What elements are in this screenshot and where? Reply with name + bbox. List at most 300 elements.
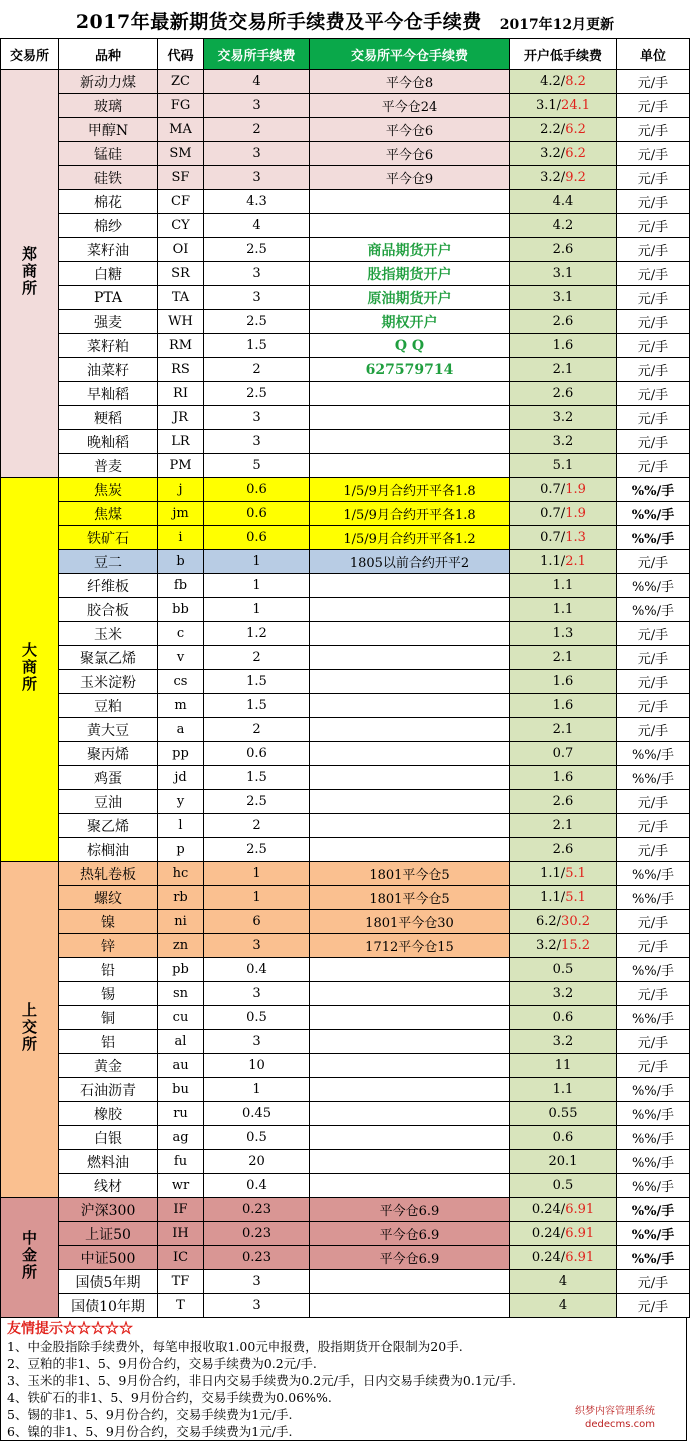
product-name: 锡 <box>59 982 158 1006</box>
close-today-fee <box>310 190 510 214</box>
exchange-fee: 10 <box>204 1054 310 1078</box>
product-code: pp <box>158 742 204 766</box>
table-row <box>1 1246 690 1270</box>
unit: %%/手 <box>617 502 690 526</box>
product-name: 豆粕 <box>59 694 158 718</box>
watermark-line2: dedecms.com <box>585 1419 655 1430</box>
low-fee-value: 2.2/ <box>540 122 566 137</box>
close-today-fee: 1/5/9月合约开平各1.2 <box>310 526 510 550</box>
table-row <box>1 958 690 982</box>
low-fee <box>510 1270 617 1294</box>
table-row <box>1 262 690 286</box>
exchange-fee: 0.23 <box>204 1222 310 1246</box>
low-fee-close-today: 1.9 <box>565 506 586 521</box>
product-code: i <box>158 526 204 550</box>
exchange-fee: 4.3 <box>204 190 310 214</box>
product-code: y <box>158 790 204 814</box>
exchange-label: 上交所 <box>20 1002 38 1053</box>
product-code: IH <box>158 1222 204 1246</box>
table-row <box>1 1270 690 1294</box>
exchange-fee: 2.5 <box>204 238 310 262</box>
table-row <box>1 574 690 598</box>
exchange-fee: 1 <box>204 574 310 598</box>
unit: 元/手 <box>617 430 690 454</box>
unit: %%/手 <box>617 1006 690 1030</box>
header-exchange: 交易所 <box>1 39 59 70</box>
product-code: bu <box>158 1078 204 1102</box>
product-name: 粳稻 <box>59 406 158 430</box>
header-close-today-fee: 交易所平今仓手续费 <box>310 39 510 70</box>
exchange-name <box>1 70 59 478</box>
close-today-fee: 平今仓6 <box>310 142 510 166</box>
product-code: fb <box>158 574 204 598</box>
table-row <box>1 598 690 622</box>
product-code: ZC <box>158 70 204 94</box>
exchange-fee: 3 <box>204 166 310 190</box>
exchange-fee: 4 <box>204 214 310 238</box>
table-row <box>1 94 690 118</box>
product-name: 玉米 <box>59 622 158 646</box>
product-code: TA <box>158 286 204 310</box>
product-name: 棉花 <box>59 190 158 214</box>
table-row <box>1 358 690 382</box>
exchange-fee: 4 <box>204 70 310 94</box>
unit: %%/手 <box>617 526 690 550</box>
low-fee-value: 3.1 <box>552 290 574 305</box>
product-name: 硅铁 <box>59 166 158 190</box>
low-fee <box>510 406 617 430</box>
product-code: jm <box>158 502 204 526</box>
close-today-fee <box>310 382 510 406</box>
promo-text: 商品期货开户 <box>310 238 510 262</box>
close-today-fee: 1/5/9月合约开平各1.8 <box>310 502 510 526</box>
low-fee-value: 2.1 <box>552 818 574 833</box>
table-row <box>1 1294 690 1318</box>
unit: 元/手 <box>617 1054 690 1078</box>
product-code: LR <box>158 430 204 454</box>
product-name: 菜籽油 <box>59 238 158 262</box>
low-fee-value: 2.6 <box>552 386 574 401</box>
close-today-fee <box>310 1150 510 1174</box>
product-name: 聚丙烯 <box>59 742 158 766</box>
close-today-fee <box>310 694 510 718</box>
low-fee-value: 0.24/ <box>531 1226 566 1241</box>
table-row <box>1 934 690 958</box>
low-fee <box>510 550 617 574</box>
product-name: 国债10年期 <box>59 1294 158 1318</box>
product-name: 沪深300 <box>59 1198 158 1222</box>
title-main: 2017年最新期货交易所手续费及平今仓手续费 <box>75 11 482 33</box>
low-fee-value: 3.2/ <box>540 146 566 161</box>
exchange-fee: 2 <box>204 358 310 382</box>
close-today-fee <box>310 574 510 598</box>
product-name: 锌 <box>59 934 158 958</box>
low-fee <box>510 262 617 286</box>
product-name: 铝 <box>59 1030 158 1054</box>
product-code: m <box>158 694 204 718</box>
product-name: 甲醇N <box>59 118 158 142</box>
product-code: JR <box>158 406 204 430</box>
low-fee-value: 2.1 <box>552 362 574 377</box>
product-name: 中证500 <box>59 1246 158 1270</box>
product-name: 燃料油 <box>59 1150 158 1174</box>
close-today-fee <box>310 1006 510 1030</box>
product-name: 橡胶 <box>59 1102 158 1126</box>
low-fee <box>510 910 617 934</box>
low-fee <box>510 1246 617 1270</box>
unit: %%/手 <box>617 1174 690 1198</box>
product-code: rb <box>158 886 204 910</box>
exchange-fee: 0.6 <box>204 742 310 766</box>
low-fee <box>510 1006 617 1030</box>
low-fee-value: 1.6 <box>552 674 574 689</box>
product-name: 玻璃 <box>59 94 158 118</box>
exchange-fee: 0.6 <box>204 502 310 526</box>
table-row <box>1 694 690 718</box>
low-fee <box>510 286 617 310</box>
product-name: PTA <box>59 286 158 310</box>
unit: 元/手 <box>617 1030 690 1054</box>
exchange-fee: 1 <box>204 1078 310 1102</box>
low-fee <box>510 862 617 886</box>
product-code: wr <box>158 1174 204 1198</box>
unit: 元/手 <box>617 1270 690 1294</box>
unit: 元/手 <box>617 790 690 814</box>
close-today-fee: 1712平今仓15 <box>310 934 510 958</box>
table-row <box>1 382 690 406</box>
close-today-fee <box>310 790 510 814</box>
low-fee-close-today: 9.2 <box>565 170 586 185</box>
exchange-name <box>1 478 59 862</box>
product-name: 焦煤 <box>59 502 158 526</box>
unit: %%/手 <box>617 478 690 502</box>
product-name: 铅 <box>59 958 158 982</box>
table-row <box>1 118 690 142</box>
unit: %%/手 <box>617 1126 690 1150</box>
exchange-fee: 1 <box>204 550 310 574</box>
table-row <box>1 670 690 694</box>
exchange-fee: 2.5 <box>204 310 310 334</box>
close-today-fee <box>310 430 510 454</box>
low-fee-value: 1.1 <box>552 578 574 593</box>
low-fee <box>510 1294 617 1318</box>
product-name: 螺纹 <box>59 886 158 910</box>
low-fee-close-today: 1.3 <box>565 530 586 545</box>
unit: 元/手 <box>617 214 690 238</box>
product-code: IC <box>158 1246 204 1270</box>
table-row <box>1 862 690 886</box>
low-fee-value: 1.6 <box>552 770 574 785</box>
low-fee <box>510 766 617 790</box>
low-fee <box>510 934 617 958</box>
table-row <box>1 166 690 190</box>
low-fee <box>510 694 617 718</box>
table-row <box>1 1078 690 1102</box>
exchange-fee: 3 <box>204 262 310 286</box>
low-fee <box>510 1174 617 1198</box>
low-fee <box>510 190 617 214</box>
close-today-fee <box>310 1078 510 1102</box>
low-fee-value: 0.6 <box>552 1130 574 1145</box>
table-row <box>1 1150 690 1174</box>
low-fee <box>510 646 617 670</box>
product-code: zn <box>158 934 204 958</box>
close-today-fee <box>310 670 510 694</box>
low-fee <box>510 334 617 358</box>
product-code: CY <box>158 214 204 238</box>
exchange-fee: 2 <box>204 718 310 742</box>
close-today-fee <box>310 406 510 430</box>
product-code: pb <box>158 958 204 982</box>
unit: 元/手 <box>617 550 690 574</box>
note-line: 6、镍的非1、5、9月份合约，交易手续费为1元/手. <box>7 1424 293 1439</box>
header-unit: 单位 <box>617 39 690 70</box>
unit: %%/手 <box>617 1198 690 1222</box>
table-row <box>1 838 690 862</box>
exchange-fee: 2.5 <box>204 790 310 814</box>
product-code: au <box>158 1054 204 1078</box>
product-code: b <box>158 550 204 574</box>
product-code: ni <box>158 910 204 934</box>
unit: 元/手 <box>617 70 690 94</box>
product-code: ag <box>158 1126 204 1150</box>
low-fee-value: 0.5 <box>552 1178 574 1193</box>
table-row <box>1 550 690 574</box>
low-fee-value: 1.6 <box>552 338 574 353</box>
low-fee-value: 1.1/ <box>540 554 566 569</box>
low-fee-value: 0.7/ <box>540 506 566 521</box>
unit: 元/手 <box>617 814 690 838</box>
table-row <box>1 1006 690 1030</box>
promo-text: 期权开户 <box>310 310 510 334</box>
exchange-fee: 1.5 <box>204 766 310 790</box>
product-name: 晚籼稻 <box>59 430 158 454</box>
unit: %%/手 <box>617 574 690 598</box>
exchange-fee: 0.4 <box>204 1174 310 1198</box>
close-today-fee <box>310 454 510 478</box>
unit: 元/手 <box>617 142 690 166</box>
exchange-fee: 0.45 <box>204 1102 310 1126</box>
low-fee <box>510 574 617 598</box>
unit: %%/手 <box>617 958 690 982</box>
low-fee-close-today: 6.2 <box>565 146 586 161</box>
watermark-line1: 织梦内容管理系统 <box>575 1406 655 1417</box>
low-fee <box>510 142 617 166</box>
table-row <box>1 982 690 1006</box>
exchange-name <box>1 1198 59 1318</box>
close-today-fee: 平今仓6.9 <box>310 1246 510 1270</box>
low-fee-value: 1.1/ <box>540 866 566 881</box>
exchange-name <box>1 862 59 1198</box>
low-fee-value: 2.6 <box>552 842 574 857</box>
low-fee <box>510 94 617 118</box>
low-fee <box>510 430 617 454</box>
product-name: 聚乙烯 <box>59 814 158 838</box>
low-fee <box>510 670 617 694</box>
table-row <box>1 742 690 766</box>
unit: %%/手 <box>617 1222 690 1246</box>
table-row <box>1 622 690 646</box>
low-fee-value: 2.6 <box>552 242 574 257</box>
product-code: T <box>158 1294 204 1318</box>
table-row <box>1 334 690 358</box>
low-fee-value: 4.2 <box>552 218 574 233</box>
product-name: 鸡蛋 <box>59 766 158 790</box>
low-fee <box>510 1222 617 1246</box>
table-row <box>1 286 690 310</box>
low-fee-value: 0.5 <box>552 962 574 977</box>
low-fee <box>510 526 617 550</box>
low-fee <box>510 886 617 910</box>
product-code: sn <box>158 982 204 1006</box>
table-row <box>1 766 690 790</box>
unit: 元/手 <box>617 694 690 718</box>
unit: 元/手 <box>617 286 690 310</box>
table-row <box>1 478 690 502</box>
table-row <box>1 526 690 550</box>
unit: 元/手 <box>617 646 690 670</box>
table-row <box>1 1030 690 1054</box>
exchange-fee: 0.5 <box>204 1126 310 1150</box>
low-fee-value: 1.1 <box>552 1082 574 1097</box>
exchange-fee: 5 <box>204 454 310 478</box>
unit: 元/手 <box>617 262 690 286</box>
low-fee-value: 5.1 <box>552 458 574 473</box>
page-title <box>0 0 690 38</box>
table-row <box>1 814 690 838</box>
close-today-fee: 平今仓24 <box>310 94 510 118</box>
low-fee <box>510 478 617 502</box>
product-name: 国债5年期 <box>59 1270 158 1294</box>
exchange-fee: 3 <box>204 142 310 166</box>
exchange-label: 大商所 <box>20 642 38 693</box>
product-name: 聚氯乙烯 <box>59 646 158 670</box>
close-today-fee: 1801平今仓5 <box>310 886 510 910</box>
header-low-fee: 开户低手续费 <box>510 39 617 70</box>
low-fee <box>510 166 617 190</box>
close-today-fee: 1/5/9月合约开平各1.8 <box>310 478 510 502</box>
low-fee-value: 0.24/ <box>531 1202 566 1217</box>
low-fee-close-today: 6.91 <box>565 1226 595 1241</box>
unit: 元/手 <box>617 622 690 646</box>
product-name: 普麦 <box>59 454 158 478</box>
product-code: a <box>158 718 204 742</box>
close-today-fee: 平今仓8 <box>310 70 510 94</box>
close-today-fee <box>310 1270 510 1294</box>
low-fee <box>510 358 617 382</box>
product-code: jd <box>158 766 204 790</box>
note-line: 1、中金股指除手续费外，每笔申报收取1.00元申报费，股指期货开仓限制为20手. <box>7 1339 463 1354</box>
low-fee-value: 3.2/ <box>535 938 562 953</box>
exchange-fee: 2 <box>204 814 310 838</box>
unit: %%/手 <box>617 766 690 790</box>
close-today-fee <box>310 766 510 790</box>
low-fee <box>510 958 617 982</box>
exchange-fee: 1.5 <box>204 694 310 718</box>
product-name: 镍 <box>59 910 158 934</box>
close-today-fee: 平今仓6 <box>310 118 510 142</box>
close-today-fee <box>310 622 510 646</box>
low-fee <box>510 1150 617 1174</box>
unit: 元/手 <box>617 334 690 358</box>
table-row <box>1 70 690 94</box>
close-today-fee: 1805以前合约开平2 <box>310 550 510 574</box>
unit: 元/手 <box>617 358 690 382</box>
table-row <box>1 502 690 526</box>
product-code: l <box>158 814 204 838</box>
table-row <box>1 214 690 238</box>
close-today-fee: 1801平今仓30 <box>310 910 510 934</box>
table-row <box>1 1174 690 1198</box>
note-line: 3、玉米的非1、5、9月份合约，非日内交易手续费为0.2元/手，日内交易手续费为0.1元/手. <box>7 1373 516 1388</box>
unit: 元/手 <box>617 238 690 262</box>
table-row <box>1 310 690 334</box>
product-code: RS <box>158 358 204 382</box>
unit: 元/手 <box>617 718 690 742</box>
promo-text: 股指期货开户 <box>310 262 510 286</box>
note-line: 5、锡的非1、5、9月份合约，交易手续费为1元/手. <box>7 1407 293 1422</box>
product-code: MA <box>158 118 204 142</box>
low-fee <box>510 502 617 526</box>
exchange-label: 中金所 <box>20 1230 38 1281</box>
exchange-fee: 1 <box>204 862 310 886</box>
low-fee-value: 3.2 <box>552 986 574 1001</box>
product-code: OI <box>158 238 204 262</box>
low-fee-close-today: 1.9 <box>565 482 586 497</box>
product-name: 菜籽粕 <box>59 334 158 358</box>
unit: %%/手 <box>617 1078 690 1102</box>
product-name: 新动力煤 <box>59 70 158 94</box>
product-name: 豆二 <box>59 550 158 574</box>
low-fee <box>510 742 617 766</box>
low-fee-value: 1.1/ <box>540 890 566 905</box>
low-fee-close-today: 2.1 <box>565 554 586 569</box>
exchange-fee: 3 <box>204 934 310 958</box>
table-row <box>1 790 690 814</box>
product-name: 焦炭 <box>59 478 158 502</box>
exchange-fee: 2 <box>204 118 310 142</box>
unit: %%/手 <box>617 1150 690 1174</box>
product-name: 玉米淀粉 <box>59 670 158 694</box>
exchange-fee: 6 <box>204 910 310 934</box>
unit: %%/手 <box>617 598 690 622</box>
header-exchange-fee: 交易所手续费 <box>204 39 310 70</box>
product-code: cs <box>158 670 204 694</box>
product-name: 胶合板 <box>59 598 158 622</box>
low-fee <box>510 214 617 238</box>
table-row <box>1 718 690 742</box>
low-fee <box>510 838 617 862</box>
unit: 元/手 <box>617 934 690 958</box>
product-code: c <box>158 622 204 646</box>
promo-text: 627579714 <box>310 358 510 382</box>
exchange-fee: 3 <box>204 94 310 118</box>
low-fee-close-today: 5.1 <box>565 866 586 881</box>
product-code: ru <box>158 1102 204 1126</box>
exchange-fee: 1 <box>204 886 310 910</box>
low-fee <box>510 1102 617 1126</box>
unit: 元/手 <box>617 118 690 142</box>
product-name: 铜 <box>59 1006 158 1030</box>
close-today-fee: 平今仓6.9 <box>310 1222 510 1246</box>
unit: 元/手 <box>617 382 690 406</box>
close-today-fee <box>310 814 510 838</box>
unit: 元/手 <box>617 190 690 214</box>
close-today-fee <box>310 838 510 862</box>
exchange-fee: 3 <box>204 1294 310 1318</box>
low-fee-value: 3.2 <box>552 410 574 425</box>
low-fee <box>510 790 617 814</box>
